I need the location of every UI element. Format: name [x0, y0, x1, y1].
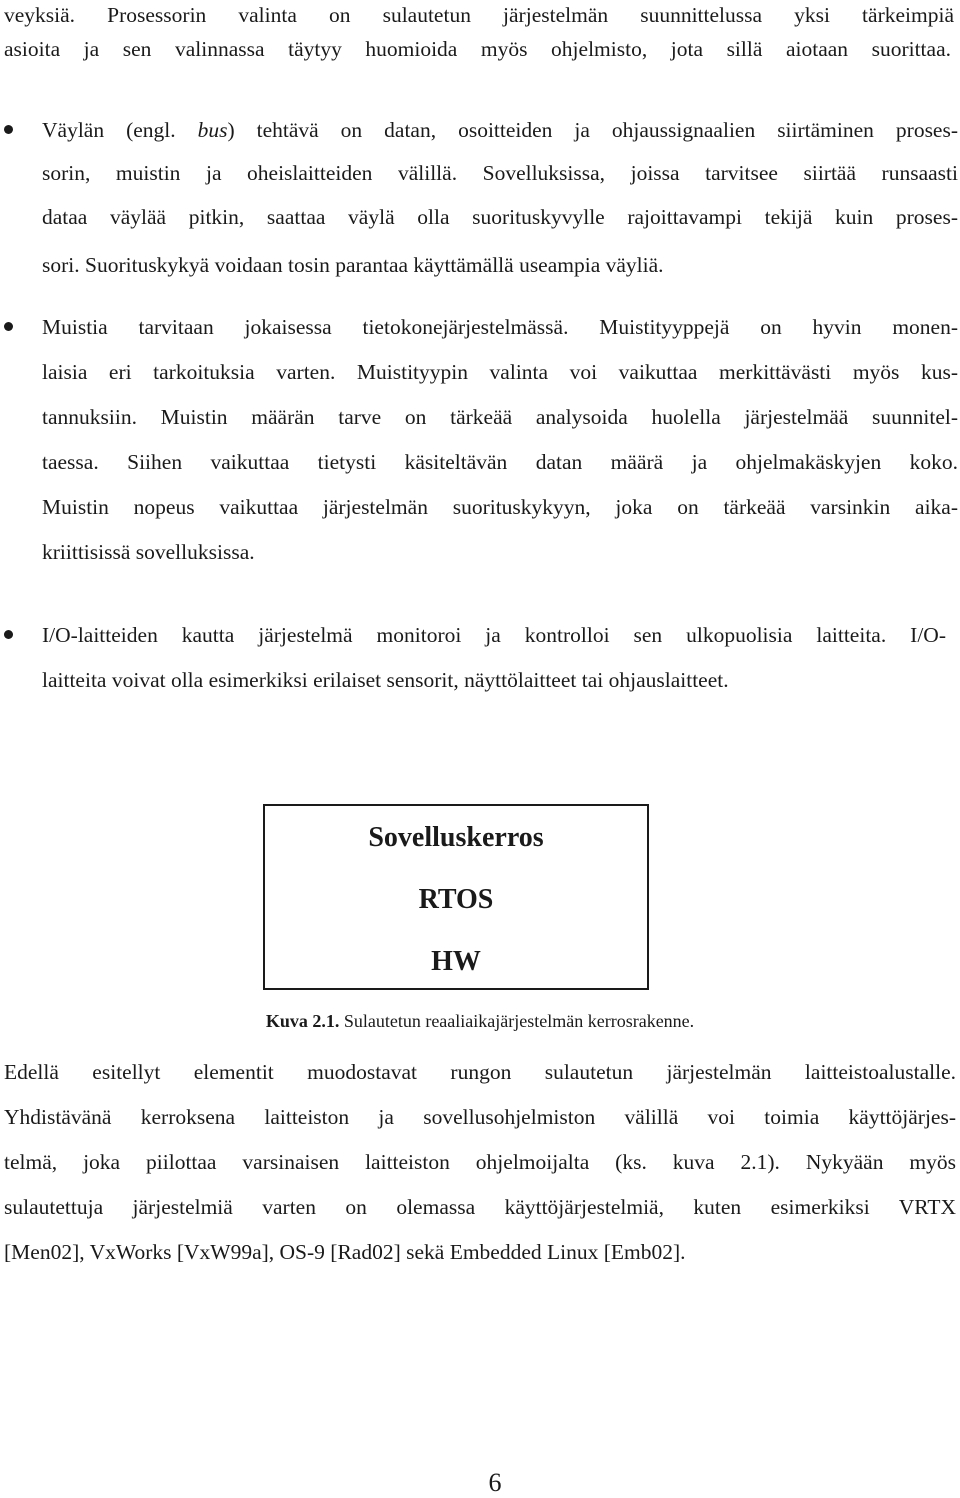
bullet-memory-line-2: laisia eri tarkoituksia varten. Muistityypin valinta voi vaikuttaa merkittävästi myös kus-: [42, 360, 958, 384]
bullet-memory-line-4: taessa. Siihen vaikuttaa tietysti käsiteltävän datan määrä ja ohjelmakäskyjen koko.: [42, 450, 958, 474]
bullet-bus-suffix: ) tehtävä on datan, osoitteiden ja ohjaussignaalien siirtäminen proses-: [227, 118, 959, 142]
bullet-memory-line-6: kriittisissä sovelluksissa.: [42, 540, 255, 564]
closing-line-5: [Men02], VxWorks [VxW99a], OS-9 [Rad02] sekä Embedded Linux [Emb02].: [4, 1240, 686, 1264]
closing-line-3: telmä, joka piilottaa varsinaisen laitteiston ohjelmoijalta (ks. kuva 2.1). Nykyään myös: [4, 1150, 956, 1174]
bullet-bus-line-1: [42, 115, 958, 145]
layer-diagram: [263, 804, 649, 990]
bullet-marker: [4, 322, 13, 331]
bullet-memory-line-5: Muistin nopeus vaikuttaa järjestelmän suorituskykyyn, joka on tärkeää varsinkin aika-: [42, 495, 958, 519]
bullet-bus-prefix: Väylän (engl.: [42, 118, 198, 142]
intro-line-1: veyksiä. Prosessorin valinta on sulautetun järjestelmän suunnittelussa yksi tärkeimpiä: [4, 3, 954, 27]
figure-caption-text: Sulautetun reaaliaikajärjestelmän kerrosrakenne.: [339, 1011, 695, 1031]
bullet-bus-line-2: sorin, muistin ja oheislaitteiden välillä. Sovelluksissa, joissa tarvitsee siirtää runsaasti: [42, 161, 958, 185]
bullet-memory-line-3: tannuksiin. Muistin määrän tarve on tärkeää analysoida huolella järjestelmää suunnitel-: [42, 405, 958, 429]
figure-caption-label: Kuva 2.1.: [265, 1011, 340, 1031]
page-number: 6: [488, 1468, 502, 1497]
closing-line-2: Yhdistävänä kerroksena laitteiston ja sovellusohjelmiston välillä voi toimia käyttöjärjes-: [4, 1105, 956, 1129]
bullet-io-line-2: laitteita voivat olla esimerkiksi erilaiset sensorit, näyttölaitteet tai ohjauslaitteet.: [42, 668, 729, 692]
figure-caption: [0, 1008, 960, 1034]
bullet-marker: [4, 630, 13, 639]
bullet-memory-line-1: Muistia tarvitaan jokaisessa tietokonejärjestelmässä. Muistityyppejä on hyvin monen-: [42, 315, 958, 339]
bullet-io-line-1: I/O-laitteiden kautta järjestelmä monitoroi ja kontrolloi sen ulkopuolisia laitteita. I/O-: [42, 623, 946, 647]
closing-line-4: sulautettuja järjestelmiä varten on olemassa käyttöjärjestelmiä, kuten esimerkiksi VRTX: [4, 1195, 956, 1219]
bullet-bus-italic-term: bus: [197, 118, 228, 142]
layer-rtos: RTOS: [418, 884, 494, 915]
layer-hardware: HW: [431, 946, 481, 977]
layer-application: Sovelluskerros: [368, 822, 544, 853]
closing-line-1: Edellä esitellyt elementit muodostavat rungon sulautetun järjestelmän laitteistoalustalle.: [4, 1060, 956, 1084]
bullet-bus-line-4: sori. Suorituskykyä voidaan tosin parantaa käyttämällä useampia väyliä.: [42, 253, 664, 277]
bullet-bus-line-3: dataa väylää pitkin, saattaa väylä olla suorituskyvylle rajoittavampi tekijä kuin proses-: [42, 205, 958, 229]
intro-line-2: asioita ja sen valinnassa täytyy huomioida myös ohjelmisto, jota sillä aiotaan suorittaa.: [4, 37, 951, 61]
bullet-marker: [4, 125, 13, 134]
